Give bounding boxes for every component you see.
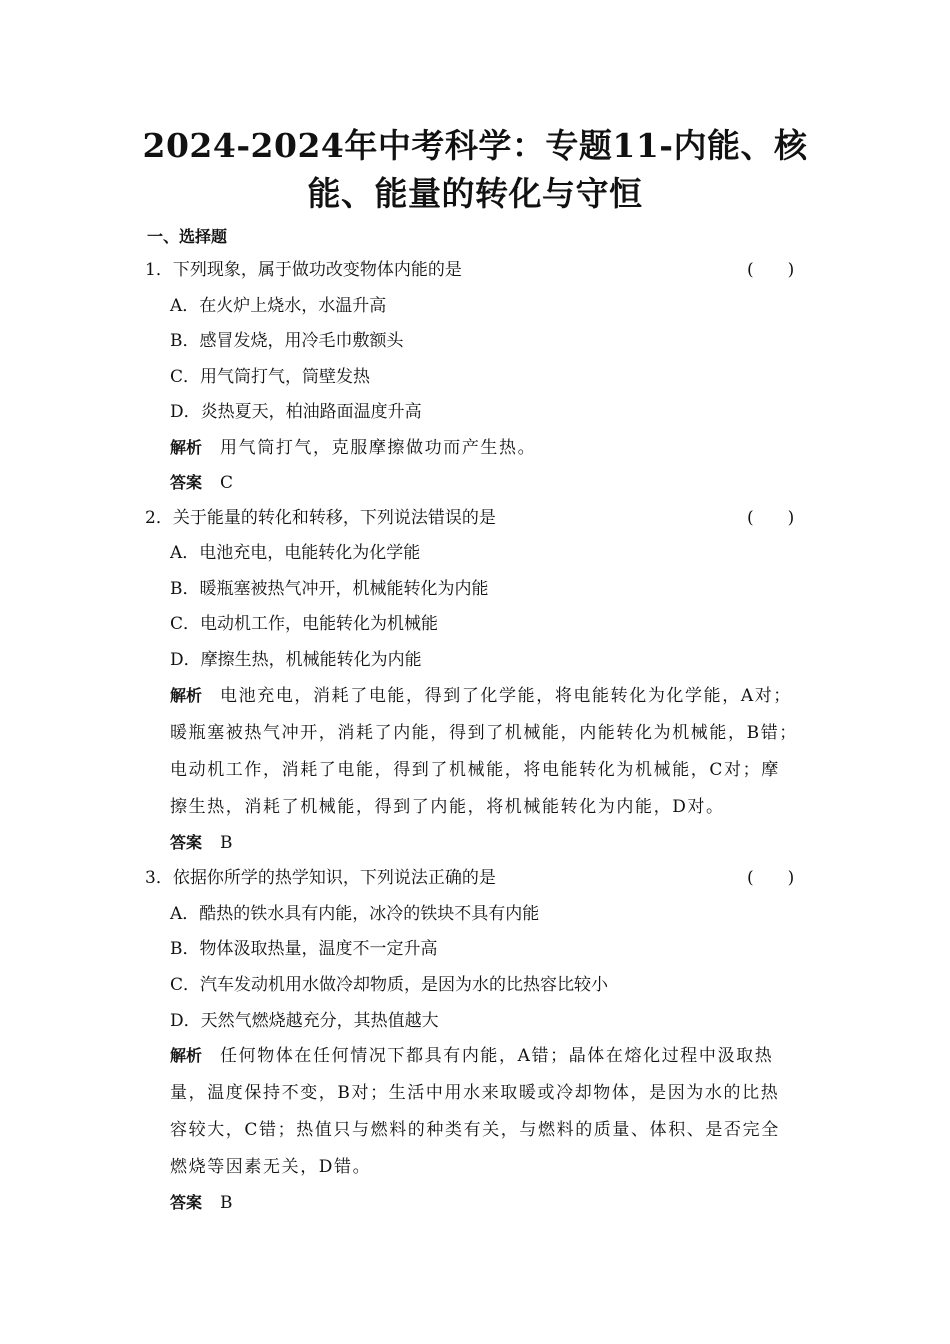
- analysis-text: 用气筒打气，克服摩擦做功而产生热。: [220, 438, 537, 458]
- question-3-option-c: C．汽车发动机用水做冷却物质，是因为水的比热容比较小: [170, 975, 609, 995]
- analysis-label: 解析: [170, 686, 203, 705]
- analysis-label: 解析: [170, 438, 203, 457]
- question-2-option-b: B．暖瓶塞被热气冲开，机械能转化为内能: [170, 579, 489, 599]
- question-3-analysis-line-1: [170, 1043, 815, 1069]
- analysis-text: 任何物体在任何情况下都具有内能，A错；晶体在熔化过程中汲取热: [220, 1046, 774, 1066]
- question-1-option-c: C．用气筒打气，筒壁发热: [170, 367, 371, 387]
- question-2-analysis-line-3: 电动机工作，消耗了电能，得到了机械能，将电能转化为机械能，C对；摩: [170, 760, 780, 780]
- answer-value: C: [220, 473, 234, 493]
- answer-label: 答案: [170, 833, 203, 852]
- question-2-answer: [170, 830, 233, 856]
- question-3-answer: [170, 1190, 233, 1216]
- answer-value: B: [220, 1193, 233, 1213]
- question-3-option-d: D．天然气燃烧越充分，其热值越大: [170, 1011, 439, 1031]
- title-line-2: 能、能量的转化与守恒: [307, 174, 643, 213]
- analysis-text: 电池充电，消耗了电能，得到了化学能，将电能转化为化学能，A对；: [220, 686, 792, 706]
- question-3-analysis-line-4: 燃烧等因素无关，D错。: [170, 1157, 372, 1177]
- question-3-answer-blank: ( ): [747, 868, 795, 888]
- answer-value: B: [220, 833, 233, 853]
- answer-label: 答案: [170, 1193, 203, 1212]
- question-1-stem: 1．下列现象，属于做功改变物体内能的是: [145, 260, 462, 280]
- question-1-answer: [170, 470, 233, 496]
- question-3-analysis-line-3: 容较大，C错；热值只与燃料的种类有关，与燃料的质量、体积、是否完全: [170, 1120, 780, 1140]
- question-2-analysis-line-2: 暖瓶塞被热气冲开，消耗了内能，得到了机械能，内能转化为机械能，B错；: [170, 723, 798, 743]
- question-1-option-b: B．感冒发烧，用冷毛巾敷额头: [170, 331, 404, 351]
- question-2-analysis-line-1: [170, 683, 815, 709]
- question-2-stem: 2．关于能量的转化和转移，下列说法错误的是: [145, 508, 496, 528]
- document-title: [130, 122, 820, 218]
- answer-label: 答案: [170, 473, 203, 492]
- question-1-option-d: D．炎热夏天，柏油路面温度升高: [170, 402, 422, 422]
- question-3-analysis-line-2: 量，温度保持不变，B对；生活中用水来取暖或冷却物体，是因为水的比热: [170, 1083, 780, 1103]
- question-1-option-a: A．在火炉上烧水，水温升高: [170, 296, 387, 316]
- question-1-analysis: [170, 435, 815, 461]
- title-line-1: 2024-2024年中考科学：专题11-内能、核: [142, 126, 808, 165]
- question-2-option-a: A．电池充电，电能转化为化学能: [170, 543, 421, 563]
- question-3-option-a: A．酷热的铁水具有内能，冰冷的铁块不具有内能: [170, 904, 540, 924]
- question-3-stem: 3．依据你所学的热学知识，下列说法正确的是: [145, 868, 496, 888]
- question-2-option-d: D．摩擦生热，机械能转化为内能: [170, 650, 422, 670]
- question-2-option-c: C．电动机工作，电能转化为机械能: [170, 614, 439, 634]
- question-2-analysis-line-4: 擦生热，消耗了机械能，得到了内能，将机械能转化为内能，D对。: [170, 797, 725, 817]
- analysis-label: 解析: [170, 1046, 203, 1065]
- section-heading: 一、选择题: [147, 227, 228, 246]
- question-1-answer-blank: ( ): [747, 260, 795, 280]
- question-2-answer-blank: ( ): [747, 508, 795, 528]
- question-3-option-b: B．物体汲取热量，温度不一定升高: [170, 939, 438, 959]
